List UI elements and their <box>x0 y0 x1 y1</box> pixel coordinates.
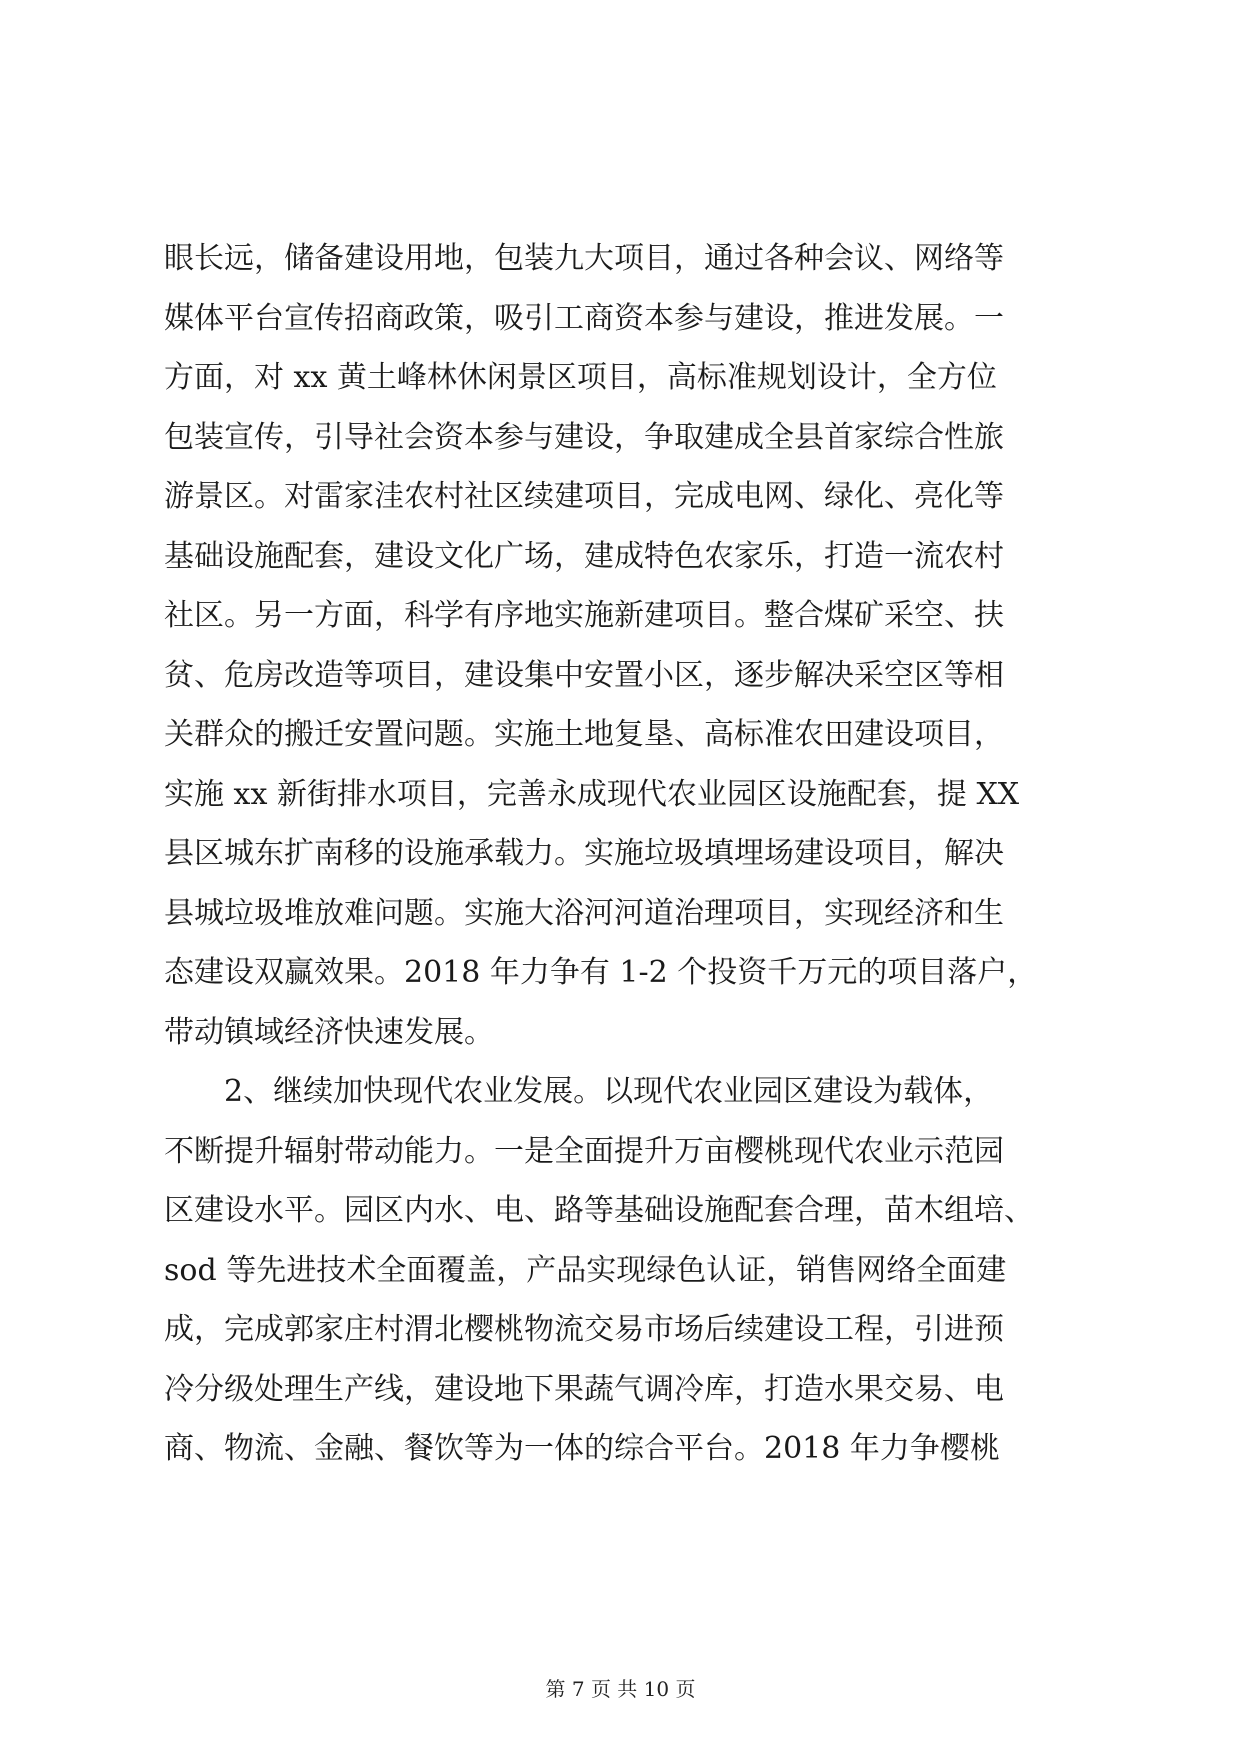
text-line: 县区城东扩南移的设施承载力。实施垃圾填埋场建设项目，解决 <box>164 836 1004 871</box>
text-line: 区建设水平。园区内水、电、路等基础设施配套合理，苗木组培、 <box>164 1193 1034 1228</box>
text-line: 成，完成郭家庄村渭北樱桃物流交易市场后续建设工程，引进预 <box>164 1312 1004 1347</box>
text-line: 县城垃圾堆放难问题。实施大浴河河道治理项目，实现经济和生 <box>164 895 1004 931</box>
text-line: 媒体平台宣传招商政策，吸引工商资本参与建设，推进发展。一 <box>164 300 1004 336</box>
text-line: 眼长远，储备建设用地，包装九大项目，通过各种会议、网络等 <box>164 241 1004 276</box>
text-line: 商、物流、金融、餐饮等为一体的综合平台。2018 年力争樱桃 <box>164 1431 1000 1466</box>
text-line: 不断提升辐射带动能力。一是全面提升万亩樱桃现代农业示范园 <box>164 1133 1004 1169</box>
text-line: 带动镇域经济快速发展。 <box>164 1014 494 1050</box>
document-body <box>164 229 1084 1479</box>
text-line: 基础设施配套，建设文化广场，建成特色农家乐，打造一流农村 <box>164 538 1004 574</box>
text-line: 方面，对 xx 黄土峰林休闲景区项目，高标准规划设计，全方位 <box>164 360 997 395</box>
text-line: 游景区。对雷家洼农村社区续建项目，完成电网、绿化、亮化等 <box>164 479 1004 514</box>
text-line: 态建设双赢效果。2018 年力争有 1-2 个投资千万元的项目落户， <box>164 955 1038 990</box>
text-line: 冷分级处理生产线，建设地下果蔬气调冷库，打造水果交易、电 <box>164 1371 1004 1407</box>
text-line: 关群众的搬迁安置问题。实施土地复垦、高标准农田建设项目， <box>164 717 1004 752</box>
text-line: sod 等先进技术全面覆盖，产品实现绿色认证，销售网络全面建 <box>164 1252 1007 1288</box>
page-number-footer: 第 7 页 共 10 页 <box>545 1677 696 1701</box>
paragraph-2 <box>164 1062 1084 1479</box>
paragraph-1 <box>164 229 1084 1062</box>
text-line: 2、继续加快现代农业发展。以现代农业园区建设为载体， <box>164 1074 994 1109</box>
text-line: 实施 xx 新街排水项目，完善永成现代农业园区设施配套，提 XX <box>164 776 1020 812</box>
text-line: 社区。另一方面，科学有序地实施新建项目。整合煤矿采空、扶 <box>164 598 1004 633</box>
text-line: 贫、危房改造等项目，建设集中安置小区，逐步解决采空区等相 <box>164 657 1004 693</box>
text-line: 包装宣传，引导社会资本参与建设，争取建成全县首家综合性旅 <box>164 419 1004 455</box>
